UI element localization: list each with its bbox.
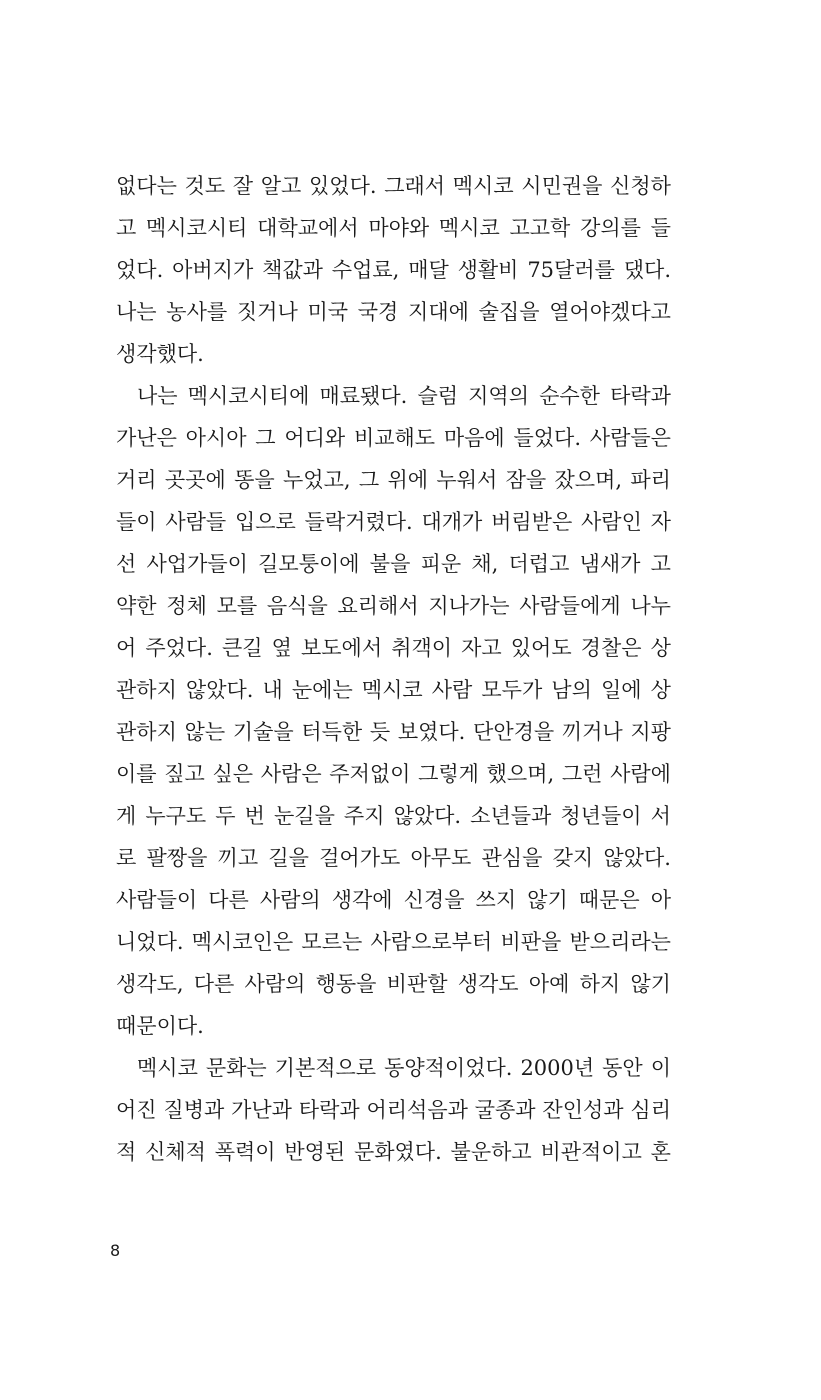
text-line: 생각도, 다른 사람의 행동을 비판할 생각도 아예 하지 않기 xyxy=(116,972,671,996)
text-line: 멕시코 문화는 기본적으로 동양적이었다. 2000년 동안 이 xyxy=(137,1056,671,1080)
text-line: 고 멕시코시티 대학교에서 마야와 멕시코 고고학 강의를 들 xyxy=(116,216,671,240)
text-line: 니었다. 멕시코인은 모르는 사람으로부터 비판을 받으리라는 xyxy=(116,930,671,954)
text-line: 거리 곳곳에 똥을 누었고, 그 위에 누워서 잠을 잤으며, 파리 xyxy=(116,468,671,492)
text-line: 적 신체적 폭력이 반영된 문화였다. 불운하고 비관적이고 혼 xyxy=(116,1140,671,1164)
body-text xyxy=(116,165,671,1173)
paragraph xyxy=(116,165,671,375)
text-line: 이를 짚고 싶은 사람은 주저없이 그렇게 했으며, 그런 사람에 xyxy=(116,762,671,786)
text-line: 생각했다. xyxy=(116,342,204,366)
text-line: 관하지 않는 기술을 터득한 듯 보였다. 단안경을 끼거나 지팡 xyxy=(116,720,671,744)
text-line: 나는 멕시코시티에 매료됐다. 슬럼 지역의 순수한 타락과 xyxy=(137,384,671,408)
text-line: 로 팔짱을 끼고 길을 걸어가도 아무도 관심을 갖지 않았다. xyxy=(116,846,671,870)
text-line: 관하지 않았다. 내 눈에는 멕시코 사람 모두가 남의 일에 상 xyxy=(116,678,671,702)
text-line: 사람들이 다른 사람의 생각에 신경을 쓰지 않기 때문은 아 xyxy=(116,888,671,912)
paragraph xyxy=(116,375,671,1047)
page-number: 8 xyxy=(110,1241,121,1260)
text-line: 없다는 것도 잘 알고 있었다. 그래서 멕시코 시민권을 신청하 xyxy=(116,174,671,198)
text-line: 어 주었다. 큰길 옆 보도에서 취객이 자고 있어도 경찰은 상 xyxy=(116,636,671,660)
text-line: 가난은 아시아 그 어디와 비교해도 마음에 들었다. 사람들은 xyxy=(116,426,671,450)
text-line: 게 누구도 두 번 눈길을 주지 않았다. 소년들과 청년들이 서 xyxy=(116,804,671,828)
text-line: 들이 사람들 입으로 들락거렸다. 대개가 버림받은 사람인 자 xyxy=(116,510,671,534)
text-line: 때문이다. xyxy=(116,1014,204,1038)
paragraph xyxy=(116,1047,671,1173)
text-line: 선 사업가들이 길모퉁이에 불을 피운 채, 더럽고 냄새가 고 xyxy=(116,552,671,576)
text-line: 나는 농사를 짓거나 미국 국경 지대에 술집을 열어야겠다고 xyxy=(116,300,671,324)
text-line: 약한 정체 모를 음식을 요리해서 지나가는 사람들에게 나누 xyxy=(116,594,671,618)
text-line: 어진 질병과 가난과 타락과 어리석음과 굴종과 잔인성과 심리 xyxy=(116,1098,671,1122)
text-line: 었다. 아버지가 책값과 수업료, 매달 생활비 75달러를 댔다. xyxy=(116,258,671,282)
